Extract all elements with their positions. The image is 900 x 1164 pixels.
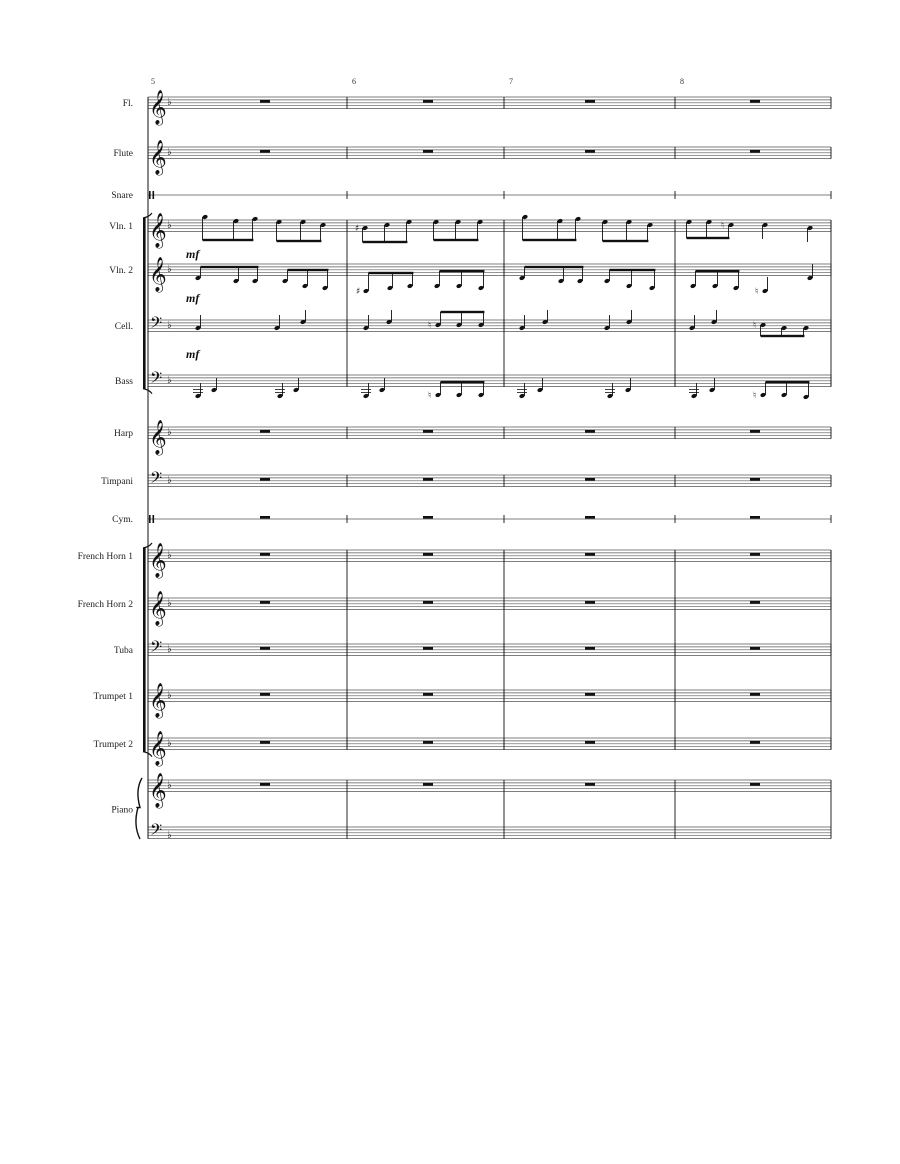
treble-clef-icon: 𝄞 — [149, 213, 167, 248]
measure-number: 5 — [151, 77, 155, 86]
whole-rest — [585, 516, 595, 519]
natural-accidental-icon: ♮ — [755, 287, 759, 297]
brass-bracket — [143, 548, 146, 752]
score-system — [151, 77, 684, 86]
beam — [761, 335, 805, 337]
key-signature-flat-icon: ♭ — [167, 264, 172, 275]
part-bass — [115, 369, 831, 391]
part-timpani — [101, 469, 831, 491]
dynamic-marking: mf — [186, 247, 200, 261]
beam — [610, 269, 656, 271]
beam — [687, 237, 730, 239]
beam — [523, 239, 577, 241]
beam — [203, 239, 254, 241]
key-signature-flat-icon: ♭ — [167, 644, 172, 655]
whole-rest — [750, 553, 760, 556]
part-tuba — [114, 638, 831, 660]
key-signature-flat-icon: ♭ — [167, 147, 172, 158]
part-label: Snare — [111, 191, 133, 201]
key-signature-flat-icon: ♭ — [167, 598, 172, 609]
natural-accidental-icon: ♮ — [428, 391, 432, 401]
whole-rest — [585, 601, 595, 604]
whole-rest — [750, 516, 760, 519]
bass-clef-icon: 𝄢 — [150, 821, 163, 843]
whole-rest — [585, 647, 595, 650]
whole-rest — [585, 783, 595, 786]
whole-rest — [423, 430, 433, 433]
sharp-accidental-icon: ♯ — [355, 224, 360, 234]
part-label: Tuba — [113, 646, 133, 656]
key-signature-flat-icon: ♭ — [167, 427, 172, 438]
whole-rest — [585, 693, 595, 696]
whole-rest — [423, 741, 433, 744]
key-signature-flat-icon: ♭ — [167, 690, 172, 701]
whole-rest — [750, 601, 760, 604]
whole-rest — [260, 647, 270, 650]
part-label: Cell. — [114, 322, 133, 332]
beam — [525, 266, 584, 268]
whole-rest — [750, 478, 760, 481]
part-fl — [123, 90, 831, 126]
part-fh2 — [78, 591, 831, 627]
beam — [288, 269, 329, 271]
measure-number: 8 — [680, 77, 684, 86]
part-label: Cym. — [112, 515, 133, 525]
whole-rest — [423, 478, 433, 481]
whole-rest — [260, 783, 270, 786]
beam — [441, 311, 485, 313]
part-label: Vln. 2 — [109, 266, 133, 276]
whole-rest — [423, 553, 433, 556]
bass-notes — [193, 378, 809, 401]
dynamic-marking: mf — [186, 347, 200, 361]
percussion-clef-icon — [149, 515, 151, 523]
key-signature-flat-icon: ♭ — [167, 220, 172, 231]
part-snare — [111, 191, 831, 201]
whole-rest — [585, 478, 595, 481]
whole-rest — [260, 478, 270, 481]
key-signature-flat-icon: ♭ — [167, 475, 172, 486]
whole-rest — [423, 601, 433, 604]
whole-rest — [750, 647, 760, 650]
natural-accidental-icon: ♮ — [428, 321, 432, 331]
percussion-clef-icon — [153, 191, 155, 199]
bass-clef-icon: 𝄢 — [150, 469, 163, 491]
whole-rest — [260, 741, 270, 744]
part-label: Bass — [115, 377, 133, 387]
cell-notes — [195, 310, 809, 337]
treble-clef-icon: 𝄞 — [149, 257, 167, 292]
part-fh1 — [78, 543, 831, 579]
sharp-accidental-icon: ♯ — [356, 287, 361, 297]
natural-accidental-icon: ♮ — [753, 391, 757, 401]
treble-clef-icon: 𝄞 — [149, 591, 167, 626]
whole-rest — [260, 150, 270, 153]
part-label: Timpani — [101, 477, 133, 487]
whole-rest — [585, 553, 595, 556]
whole-rest — [260, 601, 270, 604]
beam — [441, 381, 485, 383]
whole-rest — [585, 430, 595, 433]
part-tpt1 — [93, 683, 831, 719]
treble-clef-icon: 𝄞 — [149, 731, 167, 766]
measure-number: 6 — [352, 77, 356, 86]
part-label: French Horn 1 — [77, 552, 133, 562]
beam — [696, 270, 740, 272]
part-label: Piano — [111, 805, 133, 816]
beam — [603, 240, 649, 242]
part-label: French Horn 2 — [77, 600, 133, 610]
whole-rest — [750, 783, 760, 786]
treble-clef-icon: 𝄞 — [149, 683, 167, 718]
treble-clef-icon: 𝄞 — [149, 773, 167, 808]
treble-clef-icon: 𝄞 — [149, 420, 167, 455]
whole-rest — [260, 430, 270, 433]
part-vln2 — [109, 257, 831, 305]
brace-icon — [136, 778, 142, 839]
dynamic-marking: mf — [186, 291, 200, 305]
whole-rest — [750, 100, 760, 103]
key-signature-flat-icon: ♭ — [167, 780, 172, 791]
whole-rest — [423, 647, 433, 650]
natural-accidental-icon: ♮ — [753, 321, 757, 331]
part-flute — [113, 140, 831, 176]
part-cell — [115, 314, 831, 361]
key-signature-flat-icon: ♭ — [167, 738, 172, 749]
key-signature-flat-icon: ♭ — [167, 375, 172, 386]
key-signature-flat-icon: ♭ — [167, 97, 172, 108]
bass-clef-icon: 𝄢 — [150, 369, 163, 391]
percussion-clef-icon — [153, 515, 155, 523]
part-label: Harp — [114, 429, 133, 439]
whole-rest — [585, 150, 595, 153]
part-harp — [114, 420, 831, 456]
whole-rest — [423, 516, 433, 519]
beam — [277, 240, 322, 242]
part-label: Trumpet 2 — [93, 740, 133, 750]
whole-rest — [423, 100, 433, 103]
part-cym — [112, 515, 831, 525]
beam — [434, 239, 479, 241]
beam — [766, 381, 810, 383]
beam — [440, 270, 485, 272]
whole-rest — [585, 741, 595, 744]
whole-rest — [423, 150, 433, 153]
natural-accidental-icon: ♮ — [721, 221, 725, 231]
part-piano — [111, 773, 831, 843]
whole-rest — [585, 100, 595, 103]
part-label: Trumpet 1 — [93, 692, 133, 702]
beam — [363, 241, 408, 243]
measure-number: 7 — [509, 77, 513, 86]
part-label: Fl. — [122, 99, 133, 109]
whole-rest — [423, 693, 433, 696]
percussion-clef-icon — [149, 191, 151, 199]
bass-clef-icon: 𝄢 — [150, 314, 163, 336]
key-signature-flat-icon: ♭ — [167, 830, 172, 841]
treble-clef-icon: 𝄞 — [149, 90, 167, 125]
strings-bracket — [143, 218, 146, 389]
whole-rest — [260, 553, 270, 556]
treble-clef-icon: 𝄞 — [149, 140, 167, 175]
whole-rest — [260, 693, 270, 696]
whole-rest — [750, 430, 760, 433]
part-label: Vln. 1 — [109, 222, 133, 232]
whole-rest — [260, 100, 270, 103]
treble-clef-icon: 𝄞 — [149, 543, 167, 578]
group-brackets — [143, 97, 831, 839]
whole-rest — [260, 516, 270, 519]
whole-rest — [750, 150, 760, 153]
key-signature-flat-icon: ♭ — [167, 320, 172, 331]
part-tpt2 — [93, 731, 831, 767]
beam — [201, 266, 259, 268]
whole-rest — [750, 741, 760, 744]
key-signature-flat-icon: ♭ — [167, 550, 172, 561]
beam — [369, 272, 414, 274]
part-label: Flute — [113, 149, 133, 159]
bass-clef-icon: 𝄢 — [150, 638, 163, 660]
whole-rest — [750, 693, 760, 696]
whole-rest — [423, 783, 433, 786]
